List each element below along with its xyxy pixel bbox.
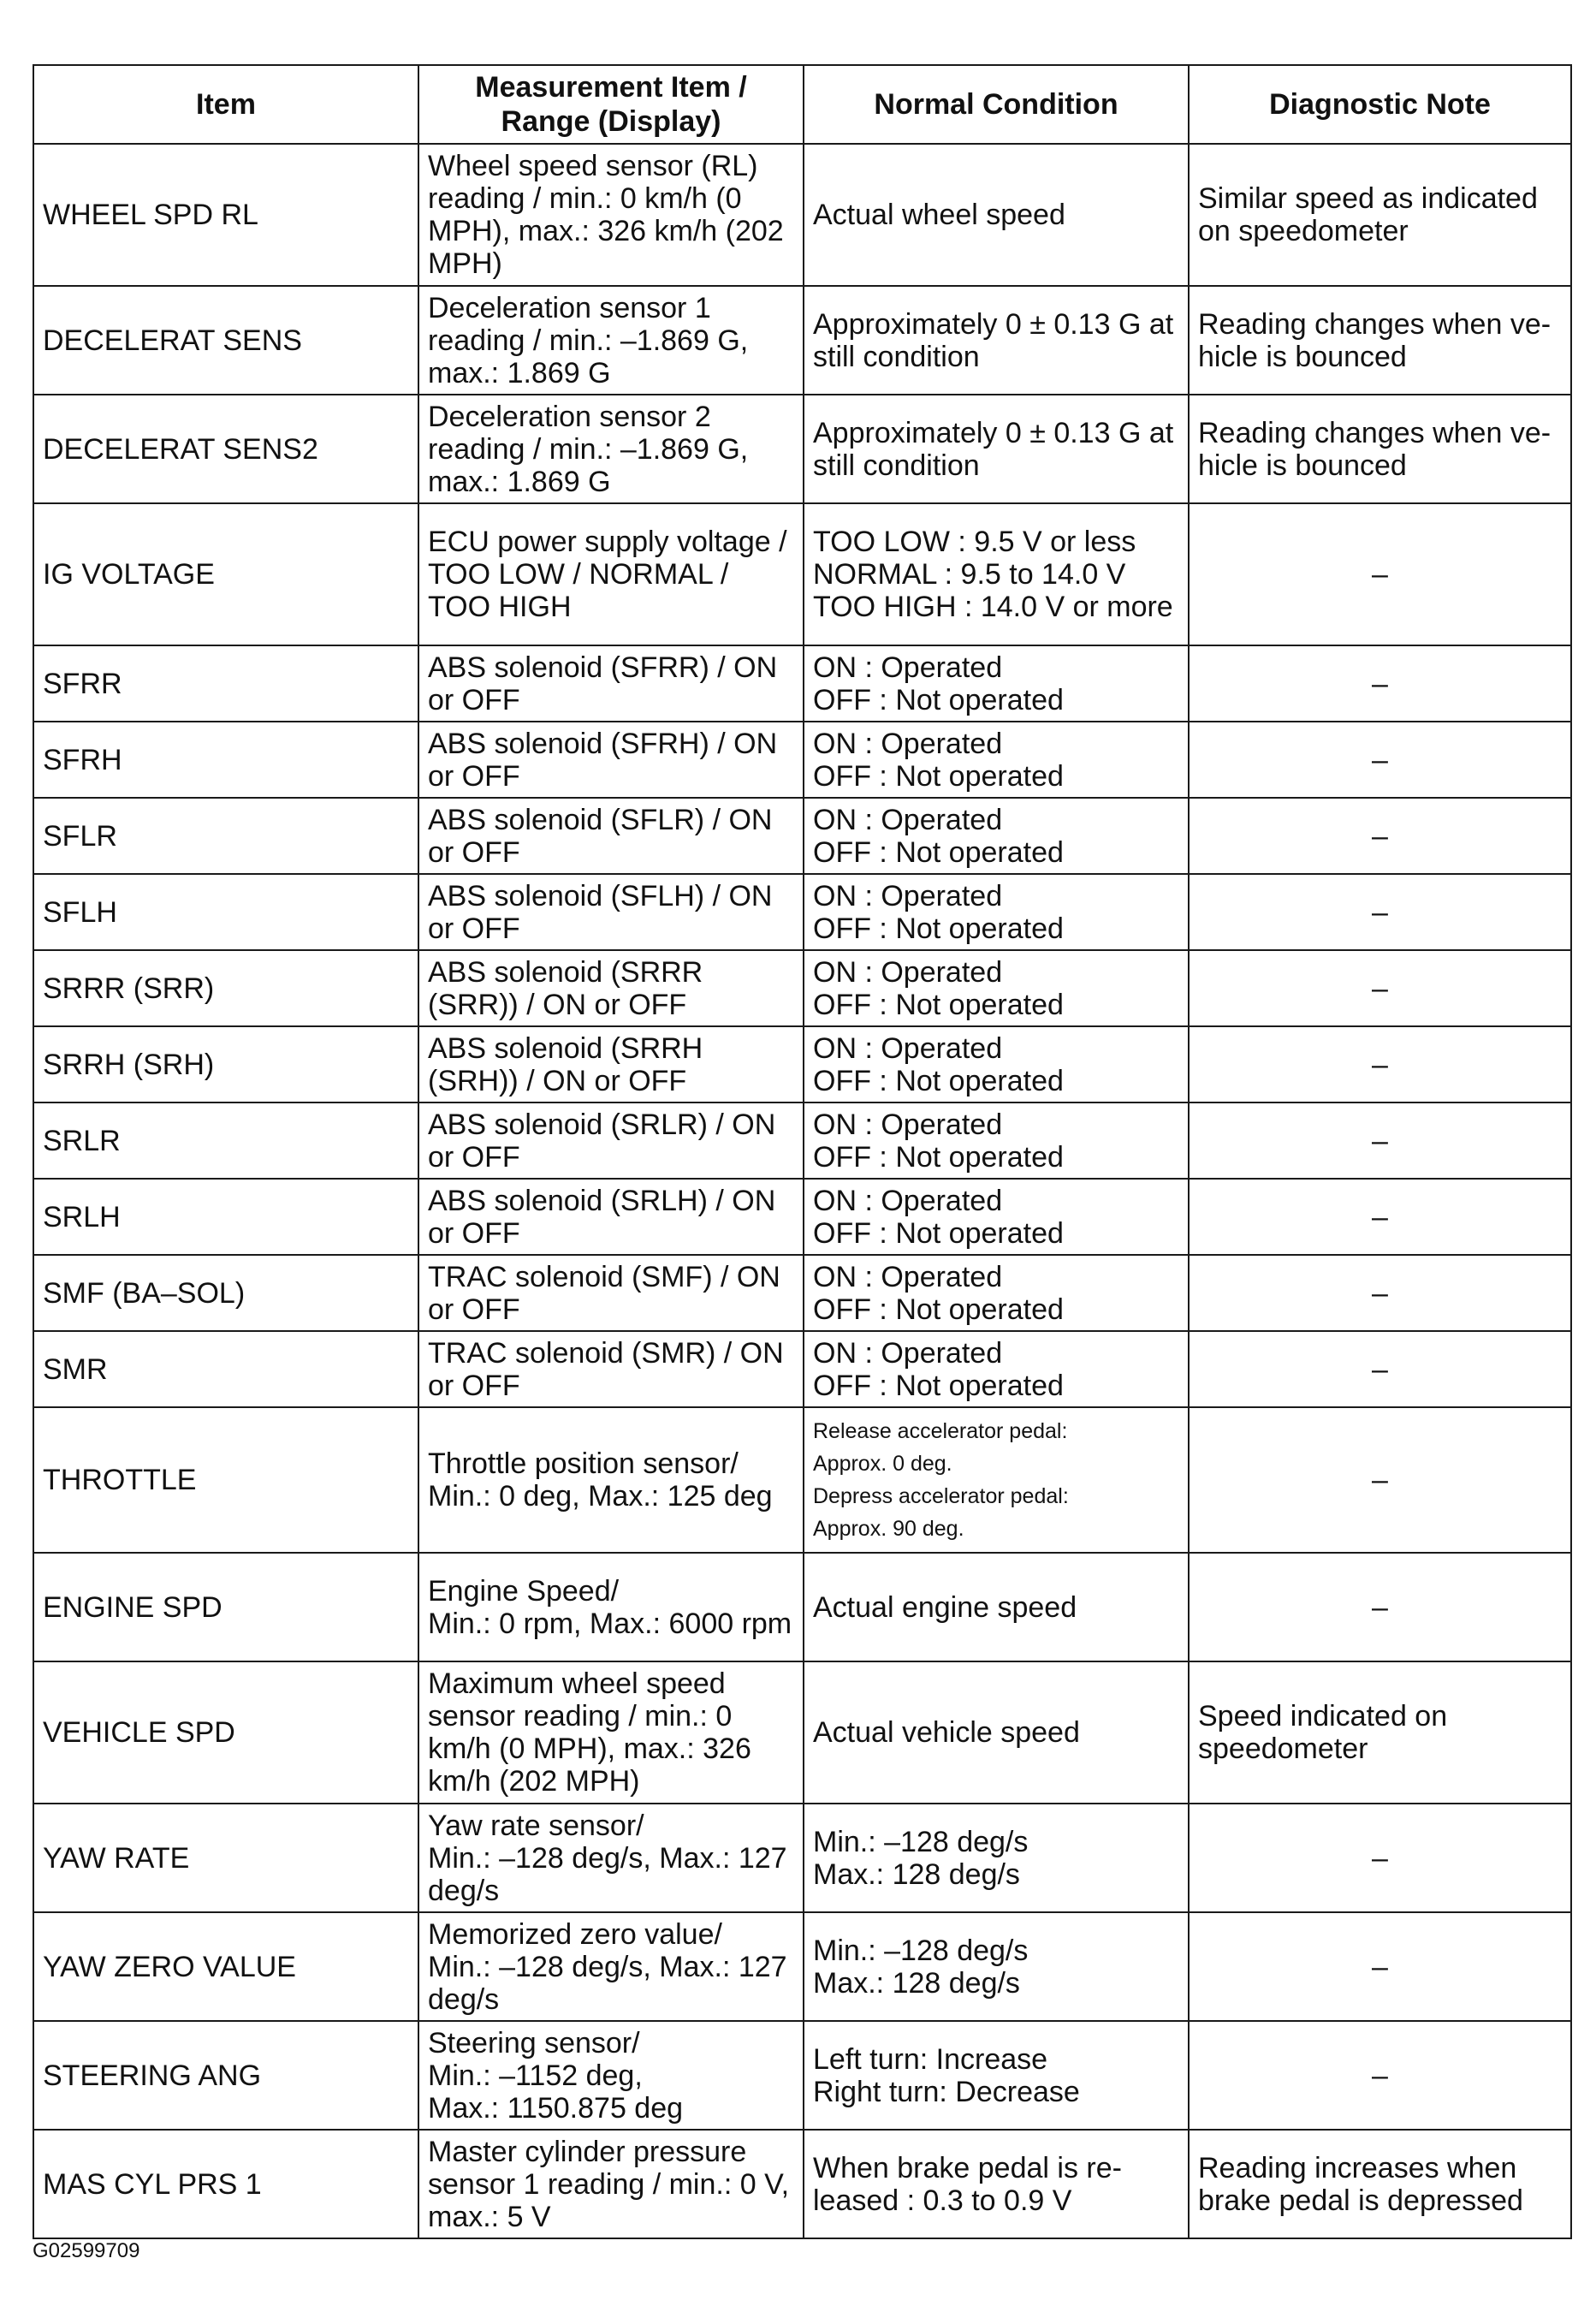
cell-item: SFRH <box>33 722 418 798</box>
cell-item: WHEEL SPD RL <box>33 144 418 286</box>
cell-diagnostic-note: – <box>1189 950 1571 1026</box>
table-row <box>33 1661 1571 1804</box>
cell-diagnostic-note: – <box>1189 798 1571 874</box>
cell-diagnostic-note: Reading changes when ve-hicle is bounced <box>1189 395 1571 503</box>
cell-normal-condition: When brake pedal is re-leased : 0.3 to 0.9 V <box>804 2130 1189 2238</box>
cell-item: DECELERAT SENS <box>33 286 418 395</box>
cell-diagnostic-note: Reading changes when ve-hicle is bounced <box>1189 286 1571 395</box>
cell-normal-condition: Actual engine speed <box>804 1553 1189 1661</box>
cell-measurement: ECU power supply voltage / TOO LOW / NORMAL / TOO HIGH <box>418 503 804 645</box>
table-row <box>33 645 1571 722</box>
cell-item: SFRR <box>33 645 418 722</box>
cell-measurement: Deceleration sensor 2 reading / min.: –1.869 G, max.: 1.869 G <box>418 395 804 503</box>
cell-normal-condition: Approximately 0 ± 0.13 G at still condition <box>804 286 1189 395</box>
table-row <box>33 950 1571 1026</box>
cell-item: SRLH <box>33 1179 418 1255</box>
cell-item: SRLR <box>33 1102 418 1179</box>
cell-measurement: Wheel speed sensor (RL) reading / min.: 0 km/h (0 MPH), max.: 326 km/h (202 MPH) <box>418 144 804 286</box>
cell-measurement: TRAC solenoid (SMR) / ON or OFF <box>418 1331 804 1407</box>
cell-measurement: Master cylinder pressure sensor 1 reading / min.: 0 V, max.: 5 V <box>418 2130 804 2238</box>
table-row <box>33 1255 1571 1331</box>
cell-item: SFLH <box>33 874 418 950</box>
table-row <box>33 144 1571 286</box>
table-row <box>33 503 1571 645</box>
table-row <box>33 1912 1571 2021</box>
cell-normal-condition: ON : Operated OFF : Not operated <box>804 1026 1189 1102</box>
cell-item: YAW RATE <box>33 1804 418 1912</box>
cell-measurement: Yaw rate sensor/ Min.: –128 deg/s, Max.: 127 deg/s <box>418 1804 804 1912</box>
table-row <box>33 722 1571 798</box>
cell-item: DECELERAT SENS2 <box>33 395 418 503</box>
table-row <box>33 1331 1571 1407</box>
table-row <box>33 2021 1571 2130</box>
cell-diagnostic-note: Reading increases when brake pedal is depressed <box>1189 2130 1571 2238</box>
table-row <box>33 874 1571 950</box>
cell-measurement: ABS solenoid (SRLH) / ON or OFF <box>418 1179 804 1255</box>
cell-measurement: ABS solenoid (SFRR) / ON or OFF <box>418 645 804 722</box>
cell-diagnostic-note: – <box>1189 1912 1571 2021</box>
cell-item: MAS CYL PRS 1 <box>33 2130 418 2238</box>
cell-item: IG VOLTAGE <box>33 503 418 645</box>
cell-item: SMF (BA–SOL) <box>33 1255 418 1331</box>
cell-measurement: ABS solenoid (SFLH) / ON or OFF <box>418 874 804 950</box>
cell-item: SRRH (SRH) <box>33 1026 418 1102</box>
table-row <box>33 1553 1571 1661</box>
cell-measurement: ABS solenoid (SRLR) / ON or OFF <box>418 1102 804 1179</box>
cell-normal-condition: ON : Operated OFF : Not operated <box>804 722 1189 798</box>
table-row <box>33 286 1571 395</box>
cell-normal-condition: ON : Operated OFF : Not operated <box>804 1102 1189 1179</box>
table-body <box>33 144 1571 2238</box>
cell-diagnostic-note: – <box>1189 1407 1571 1553</box>
cell-normal-condition: Actual wheel speed <box>804 144 1189 286</box>
cell-diagnostic-note: – <box>1189 1102 1571 1179</box>
cell-diagnostic-note: – <box>1189 1026 1571 1102</box>
cell-measurement: TRAC solenoid (SMF) / ON or OFF <box>418 1255 804 1331</box>
table-row <box>33 1102 1571 1179</box>
cell-measurement: Deceleration sensor 1 reading / min.: –1.869 G, max.: 1.869 G <box>418 286 804 395</box>
cell-diagnostic-note: – <box>1189 722 1571 798</box>
cell-normal-condition: ON : Operated OFF : Not operated <box>804 1331 1189 1407</box>
cell-normal-condition: ON : Operated OFF : Not operated <box>804 874 1189 950</box>
cell-diagnostic-note: Speed indicated on speedometer <box>1189 1661 1571 1804</box>
cell-normal-condition: ON : Operated OFF : Not operated <box>804 645 1189 722</box>
header-diagnostic-note: Diagnostic Note <box>1189 65 1571 144</box>
cell-item: SRRR (SRR) <box>33 950 418 1026</box>
figure-id: G02599709 <box>33 2239 140 2262</box>
diagnostic-data-table <box>33 64 1572 2239</box>
cell-item: VEHICLE SPD <box>33 1661 418 1804</box>
cell-measurement: Steering sensor/ Min.: –1152 deg, Max.: 1150.875 deg <box>418 2021 804 2130</box>
table-row <box>33 1179 1571 1255</box>
cell-normal-condition: ON : Operated OFF : Not operated <box>804 798 1189 874</box>
cell-diagnostic-note: – <box>1189 2021 1571 2130</box>
cell-measurement: ABS solenoid (SRRR (SRR)) / ON or OFF <box>418 950 804 1026</box>
cell-item: SMR <box>33 1331 418 1407</box>
cell-item: STEERING ANG <box>33 2021 418 2130</box>
cell-normal-condition: TOO LOW : 9.5 V or less NORMAL : 9.5 to 14.0 V TOO HIGH : 14.0 V or more <box>804 503 1189 645</box>
cell-diagnostic-note: Similar speed as indicated on speedometer <box>1189 144 1571 286</box>
cell-diagnostic-note: – <box>1189 1331 1571 1407</box>
table-row <box>33 1804 1571 1912</box>
header-item: Item <box>33 65 418 144</box>
cell-diagnostic-note: – <box>1189 503 1571 645</box>
cell-item: THROTTLE <box>33 1407 418 1553</box>
cell-normal-condition: Min.: –128 deg/s Max.: 128 deg/s <box>804 1912 1189 2021</box>
cell-measurement: Throttle position sensor/ Min.: 0 deg, Max.: 125 deg <box>418 1407 804 1553</box>
table-row <box>33 395 1571 503</box>
table-row <box>33 2130 1571 2238</box>
cell-normal-condition: ON : Operated OFF : Not operated <box>804 950 1189 1026</box>
cell-measurement: ABS solenoid (SFRH) / ON or OFF <box>418 722 804 798</box>
cell-diagnostic-note: – <box>1189 1553 1571 1661</box>
cell-measurement: Engine Speed/ Min.: 0 rpm, Max.: 6000 rpm <box>418 1553 804 1661</box>
cell-normal-condition: Approximately 0 ± 0.13 G at still condition <box>804 395 1189 503</box>
cell-normal-condition: ON : Operated OFF : Not operated <box>804 1255 1189 1331</box>
cell-normal-condition: ON : Operated OFF : Not operated <box>804 1179 1189 1255</box>
cell-diagnostic-note: – <box>1189 874 1571 950</box>
table-header-row <box>33 65 1571 144</box>
cell-diagnostic-note: – <box>1189 1804 1571 1912</box>
cell-item: YAW ZERO VALUE <box>33 1912 418 2021</box>
cell-measurement: ABS solenoid (SRRH (SRH)) / ON or OFF <box>418 1026 804 1102</box>
cell-measurement: ABS solenoid (SFLR) / ON or OFF <box>418 798 804 874</box>
header-measurement: Measurement Item / Range (Display) <box>418 65 804 144</box>
cell-diagnostic-note: – <box>1189 1179 1571 1255</box>
cell-normal-condition: Release accelerator pedal: Approx. 0 deg. Depress accelerator pedal: Approx. 90 deg. <box>804 1407 1189 1553</box>
cell-diagnostic-note: – <box>1189 645 1571 722</box>
table-row <box>33 798 1571 874</box>
header-normal-condition: Normal Condition <box>804 65 1189 144</box>
cell-item: ENGINE SPD <box>33 1553 418 1661</box>
table-row <box>33 1026 1571 1102</box>
cell-measurement: Memorized zero value/ Min.: –128 deg/s, Max.: 127 deg/s <box>418 1912 804 2021</box>
cell-diagnostic-note: – <box>1189 1255 1571 1331</box>
table-row <box>33 1407 1571 1553</box>
cell-normal-condition: Left turn: Increase Right turn: Decrease <box>804 2021 1189 2130</box>
cell-item: SFLR <box>33 798 418 874</box>
cell-normal-condition: Actual vehicle speed <box>804 1661 1189 1804</box>
cell-measurement: Maximum wheel speed sensor reading / min.: 0 km/h (0 MPH), max.: 326 km/h (202 MPH) <box>418 1661 804 1804</box>
cell-normal-condition: Min.: –128 deg/s Max.: 128 deg/s <box>804 1804 1189 1912</box>
